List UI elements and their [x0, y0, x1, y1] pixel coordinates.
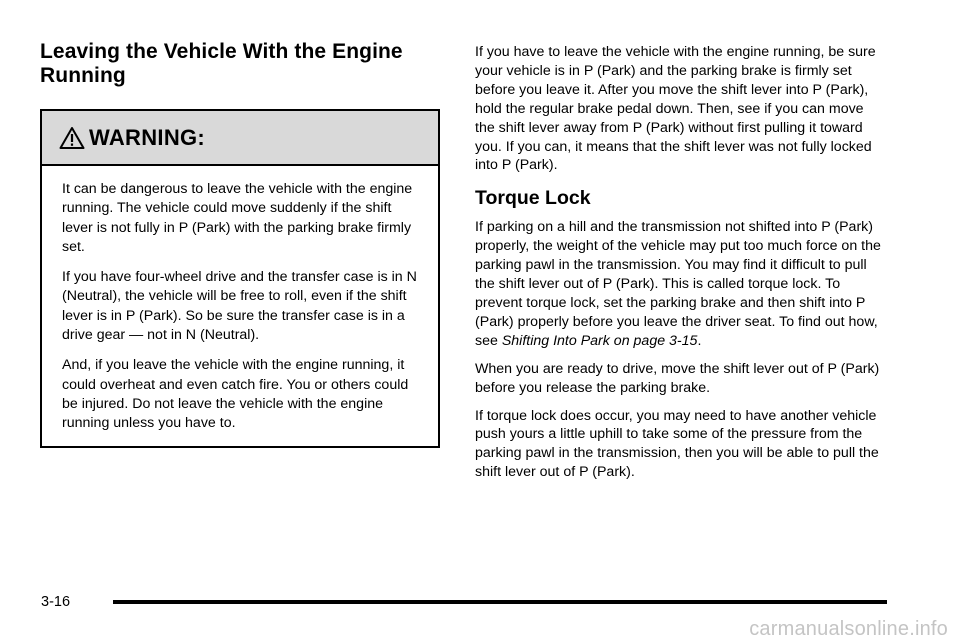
warning-header	[42, 111, 438, 166]
warning-paragraph: It can be dangerous to leave the vehicle with the engine running. The vehicle could move suddenly if the shift lever is not fully in P (Park) with the parking brake firmly set.	[62, 181, 413, 255]
period: .	[697, 332, 702, 349]
drive-paragraph: When you are ready to drive, move the shift lever out of P (Park) before you release the parking brake.	[475, 360, 880, 396]
left-column	[40, 40, 444, 448]
torque-lock-heading: Torque Lock	[475, 187, 591, 210]
torque-lock-text: If parking on a hill and the transmission not shifted into P (Park) properly, the weight of the vehicle may put too much force on the parking pawl in the transmission. You may find it difficult to pull the shift lever out of P (Park). This is called torque lock. To prevent torque lock, set the parking brake and then shift into P (Park) properly before you leave the driver seat. To find out how, see	[475, 219, 881, 349]
right-column	[475, 43, 887, 491]
warning-triangle-icon	[59, 126, 85, 150]
shifting-into-park-link[interactable]: Shifting Into Park on page 3-15	[501, 332, 698, 349]
torque-lock-paragraph	[475, 218, 887, 350]
torque-lock-occurs-paragraph: If torque lock does occur, you may need to have another vehicle push yours a little uphill to take some of the pressure from the parking pawl in the transmission, then you will be able to pull the shift lever out of P (Park).	[475, 407, 879, 481]
section-title: Leaving the Vehicle With the Engine Running	[40, 40, 403, 87]
warning-title: WARNING:	[89, 124, 206, 150]
warning-paragraph: If you have four-wheel drive and the transfer case is in N (Neutral), the vehicle will be free to roll, even if the shift lever is in P (Park). So be sure the transfer case is in a drive gear — not in N (Neutral).	[62, 269, 417, 344]
page-number: 3-16	[41, 594, 71, 610]
warning-box	[40, 109, 440, 448]
intro-paragraph: If you have to leave the vehicle with the engine running, be sure your vehicle is in P (Park) and the parking brake is firmly set before you leave it. After you move the shift lever into P (Park), hold the regular brake pedal down. Then, see if you can move the shift lever away from P (Park) without first pulling it toward you. If you can, it means that the shift lever was not fully locked into P (Park).	[475, 44, 876, 174]
footer-rule	[113, 600, 887, 604]
warning-paragraph: And, if you leave the vehicle with the engine running, it could overheat and even catch fire. You or others could be injured. Do not leave the vehicle with the engine running unless you have to.	[62, 357, 409, 432]
watermark: carmanualsonline.info	[749, 618, 948, 640]
warning-body	[42, 166, 438, 446]
